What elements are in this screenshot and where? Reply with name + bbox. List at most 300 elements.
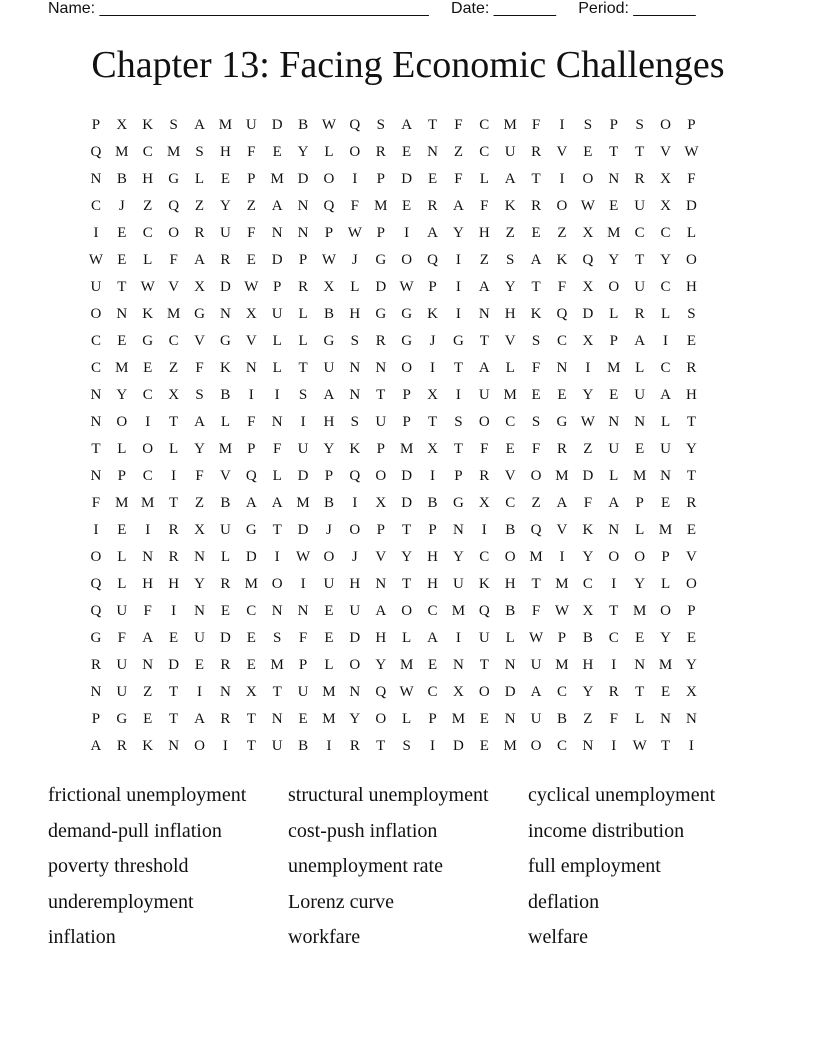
- grid-letter: L: [635, 711, 645, 727]
- grid-letter: I: [430, 738, 436, 754]
- grid-letter: D: [297, 522, 309, 538]
- grid-letter: X: [582, 603, 594, 619]
- grid-letter: R: [479, 468, 490, 484]
- grid-letter: P: [661, 549, 670, 565]
- grid-letter: M: [270, 657, 284, 673]
- grid-row: [83, 706, 704, 733]
- grid-letter: T: [686, 468, 697, 484]
- grid-letter: L: [272, 360, 282, 376]
- grid-letter: L: [143, 252, 153, 268]
- grid-letter: E: [117, 252, 127, 268]
- grid-letter: I: [455, 387, 461, 403]
- grid-letter: C: [90, 360, 101, 376]
- grid-letter: S: [195, 144, 204, 160]
- grid-letter: L: [220, 414, 230, 430]
- grid-letter: C: [582, 576, 593, 592]
- grid-letter: E: [686, 333, 697, 349]
- header-fields: Name: _____________________________________ Date: _______ Period: _______: [48, 0, 696, 17]
- grid-letter: H: [686, 387, 697, 403]
- grid-letter: I: [559, 549, 565, 565]
- grid-letter: R: [686, 495, 697, 511]
- grid-letter: W: [321, 117, 337, 133]
- grid-letter: A: [271, 495, 283, 511]
- grid-letter: W: [321, 252, 337, 268]
- grid-letter: X: [660, 198, 671, 214]
- grid-letter: D: [219, 279, 231, 295]
- grid-letter: N: [349, 684, 361, 700]
- grid-letter: T: [376, 738, 386, 754]
- grid-letter: R: [220, 657, 231, 673]
- grid-letter: U: [634, 279, 646, 295]
- grid-letter: R: [634, 306, 645, 322]
- grid-letter: J: [429, 333, 436, 349]
- grid-letter: D: [168, 657, 180, 673]
- grid-letter: X: [194, 522, 205, 538]
- grid-letter: Q: [375, 684, 387, 700]
- grid-letter: O: [90, 549, 102, 565]
- grid-letter: E: [246, 657, 256, 673]
- grid-letter: N: [478, 306, 490, 322]
- grid-letter: G: [219, 333, 231, 349]
- grid-letter: P: [324, 468, 334, 484]
- grid-letter: U: [634, 387, 646, 403]
- grid-letter: Y: [608, 252, 620, 268]
- grid-row: [83, 355, 704, 382]
- grid-row: [83, 598, 704, 625]
- grid-letter: N: [349, 387, 361, 403]
- grid-letter: Q: [90, 576, 102, 592]
- grid-letter: I: [559, 171, 565, 187]
- grid-letter: O: [349, 522, 361, 538]
- grid-letter: T: [402, 576, 412, 592]
- grid-letter: H: [504, 306, 516, 322]
- grid-letter: A: [634, 333, 646, 349]
- grid-letter: C: [427, 684, 438, 700]
- grid-letter: N: [90, 387, 102, 403]
- grid-letter: R: [531, 198, 542, 214]
- grid-letter: E: [505, 441, 515, 457]
- grid-letter: Y: [660, 630, 671, 646]
- word-list-item: poverty threshold: [48, 855, 189, 878]
- grid-letter: P: [428, 522, 437, 538]
- word-search-grid: [83, 112, 704, 760]
- grid-letter: B: [582, 630, 593, 646]
- grid-letter: H: [478, 225, 490, 241]
- grid-letter: I: [326, 738, 332, 754]
- grid-letter: C: [505, 414, 516, 430]
- grid-letter: A: [142, 630, 154, 646]
- grid-letter: N: [582, 738, 594, 754]
- grid-letter: P: [376, 441, 385, 457]
- grid-letter: U: [297, 441, 309, 457]
- word-list-item: deflation: [528, 890, 600, 913]
- grid-letter: P: [428, 711, 437, 727]
- grid-letter: O: [323, 171, 335, 187]
- grid-letter: B: [298, 117, 309, 133]
- grid-letter: E: [531, 225, 541, 241]
- grid-letter: R: [116, 738, 127, 754]
- grid-letter: C: [142, 387, 153, 403]
- grid-row: [83, 247, 704, 274]
- grid-row: [83, 733, 704, 760]
- grid-letter: T: [531, 576, 541, 592]
- grid-letter: U: [634, 198, 646, 214]
- grid-letter: O: [401, 360, 413, 376]
- grid-letter: R: [556, 441, 567, 457]
- word-list-row: [48, 779, 788, 815]
- grid-letter: S: [298, 387, 308, 403]
- grid-letter: T: [246, 711, 256, 727]
- grid-letter: F: [687, 171, 696, 187]
- grid-letter: N: [297, 198, 309, 214]
- grid-letter: U: [271, 738, 283, 754]
- grid-letter: A: [194, 711, 205, 727]
- grid-letter: H: [323, 414, 335, 430]
- grid-letter: L: [117, 576, 127, 592]
- grid-letter: L: [609, 306, 619, 322]
- grid-letter: W: [529, 630, 544, 646]
- grid-letter: F: [531, 360, 541, 376]
- grid-letter: Y: [582, 684, 594, 700]
- grid-letter: K: [427, 306, 438, 322]
- grid-letter: T: [686, 414, 697, 430]
- grid-letter: E: [220, 603, 230, 619]
- grid-letter: I: [145, 414, 151, 430]
- grid-letter: A: [427, 225, 438, 241]
- grid-letter: U: [245, 117, 257, 133]
- grid-letter: M: [503, 387, 517, 403]
- grid-letter: Y: [401, 549, 413, 565]
- grid-letter: I: [559, 117, 565, 133]
- grid-letter: Y: [634, 576, 646, 592]
- grid-letter: N: [504, 657, 516, 673]
- grid-letter: B: [505, 603, 516, 619]
- grid-letter: J: [351, 252, 358, 268]
- grid-letter: P: [376, 522, 385, 538]
- grid-letter: O: [478, 414, 490, 430]
- grid-row: [83, 490, 704, 517]
- grid-letter: C: [608, 630, 619, 646]
- grid-letter: S: [531, 333, 541, 349]
- grid-letter: Q: [90, 603, 102, 619]
- grid-row: [83, 409, 704, 436]
- grid-letter: V: [556, 144, 568, 160]
- grid-letter: R: [375, 144, 386, 160]
- grid-letter: E: [402, 144, 412, 160]
- grid-letter: P: [609, 333, 618, 349]
- grid-letter: E: [143, 711, 153, 727]
- grid-letter: Z: [143, 198, 153, 214]
- grid-letter: I: [430, 360, 436, 376]
- grid-letter: W: [684, 144, 699, 160]
- grid-letter: U: [90, 279, 102, 295]
- grid-letter: I: [300, 414, 306, 430]
- grid-letter: O: [478, 684, 490, 700]
- grid-letter: N: [660, 711, 671, 727]
- grid-letter: R: [168, 522, 179, 538]
- grid-letter: M: [399, 657, 414, 673]
- grid-letter: M: [451, 711, 466, 727]
- grid-letter: A: [530, 684, 542, 700]
- grid-row: [83, 517, 704, 544]
- grid-letter: H: [504, 576, 516, 592]
- grid-letter: N: [452, 657, 464, 673]
- grid-letter: M: [322, 711, 336, 727]
- grid-letter: I: [585, 360, 591, 376]
- word-list-item: cost-push inflation: [288, 819, 438, 842]
- grid-letter: N: [90, 414, 102, 430]
- grid-letter: C: [660, 279, 671, 295]
- grid-letter: I: [248, 387, 254, 403]
- grid-letter: T: [427, 414, 438, 430]
- grid-letter: S: [454, 414, 463, 430]
- grid-letter: G: [142, 333, 154, 349]
- grid-letter: V: [556, 522, 568, 538]
- grid-letter: X: [686, 684, 697, 700]
- grid-letter: Y: [686, 441, 697, 457]
- grid-letter: U: [116, 657, 128, 673]
- grid-letter: N: [116, 306, 128, 322]
- grid-letter: K: [530, 306, 542, 322]
- grid-letter: L: [686, 225, 697, 241]
- grid-letter: U: [608, 441, 620, 457]
- grid-letter: Y: [375, 657, 387, 673]
- word-list-item: demand-pull inflation: [48, 819, 222, 842]
- grid-letter: R: [531, 144, 542, 160]
- word-list-item: full employment: [528, 855, 661, 878]
- grid-letter: S: [350, 414, 360, 430]
- word-list-item: Lorenz curve: [288, 890, 395, 913]
- grid-letter: U: [116, 603, 128, 619]
- grid-letter: T: [453, 441, 463, 457]
- grid-letter: Y: [452, 225, 464, 241]
- grid-letter: Q: [478, 603, 490, 619]
- grid-letter: E: [117, 225, 127, 241]
- grid-letter: F: [480, 198, 489, 214]
- grid-letter: V: [660, 144, 671, 160]
- grid-letter: R: [90, 657, 101, 673]
- grid-letter: Z: [479, 252, 489, 268]
- grid-letter: L: [350, 279, 360, 295]
- grid-letter: E: [298, 711, 308, 727]
- grid-letter: N: [219, 684, 231, 700]
- grid-letter: L: [194, 171, 205, 187]
- grid-letter: O: [194, 738, 205, 754]
- grid-letter: F: [480, 441, 489, 457]
- grid-letter: P: [298, 657, 308, 673]
- grid-letter: W: [399, 279, 414, 295]
- grid-letter: G: [452, 495, 464, 511]
- grid-letter: D: [297, 468, 309, 484]
- grid-letter: T: [272, 684, 282, 700]
- grid-letter: E: [402, 198, 412, 214]
- grid-letter: W: [554, 603, 570, 619]
- grid-letter: C: [427, 603, 438, 619]
- grid-letter: D: [504, 684, 516, 700]
- grid-letter: S: [506, 252, 515, 268]
- grid-letter: N: [504, 711, 516, 727]
- grid-letter: I: [274, 549, 280, 565]
- grid-letter: W: [244, 279, 259, 295]
- grid-letter: H: [375, 630, 387, 646]
- grid-row: [83, 274, 704, 301]
- grid-letter: A: [427, 630, 438, 646]
- grid-letter: E: [609, 198, 619, 214]
- grid-letter: L: [635, 360, 645, 376]
- word-list-row: [48, 815, 788, 851]
- grid-letter: Q: [349, 117, 361, 133]
- grid-letter: E: [479, 738, 489, 754]
- grid-letter: D: [219, 630, 231, 646]
- grid-letter: Z: [583, 441, 593, 457]
- grid-letter: Z: [505, 225, 515, 241]
- grid-letter: S: [402, 738, 411, 754]
- grid-letter: K: [478, 576, 490, 592]
- grid-row: [83, 139, 704, 166]
- grid-letter: I: [197, 684, 202, 700]
- grid-letter: O: [375, 711, 387, 727]
- grid-letter: O: [582, 171, 594, 187]
- grid-letter: N: [271, 711, 283, 727]
- grid-letter: F: [273, 441, 282, 457]
- grid-letter: I: [300, 576, 306, 592]
- grid-letter: X: [427, 441, 438, 457]
- grid-letter: M: [503, 117, 517, 133]
- grid-letter: H: [219, 144, 231, 160]
- grid-letter: J: [351, 549, 358, 565]
- grid-letter: E: [635, 441, 645, 457]
- grid-letter: M: [555, 657, 569, 673]
- grid-letter: M: [451, 603, 466, 619]
- grid-letter: N: [608, 171, 620, 187]
- grid-letter: C: [142, 225, 153, 241]
- grid-letter: U: [323, 576, 335, 592]
- grid-letter: M: [244, 576, 258, 592]
- grid-letter: O: [686, 576, 697, 592]
- grid-letter: M: [218, 117, 233, 133]
- grid-letter: T: [117, 279, 127, 295]
- grid-letter: E: [272, 144, 282, 160]
- grid-letter: U: [504, 144, 516, 160]
- word-list-item: cyclical unemployment: [528, 784, 716, 806]
- grid-letter: P: [273, 279, 282, 295]
- grid-letter: U: [375, 414, 387, 430]
- grid-letter: D: [582, 468, 594, 484]
- grid-letter: C: [634, 225, 645, 241]
- grid-letter: N: [142, 549, 154, 565]
- grid-letter: E: [660, 684, 671, 700]
- grid-letter: H: [686, 279, 697, 295]
- word-list-item: frictional unemployment: [48, 784, 247, 806]
- word-list-item: income distribution: [528, 819, 685, 842]
- grid-letter: O: [349, 657, 361, 673]
- grid-letter: I: [611, 738, 617, 754]
- grid-letter: E: [531, 387, 541, 403]
- grid-letter: M: [218, 441, 233, 457]
- grid-letter: I: [171, 468, 177, 484]
- grid-letter: R: [608, 684, 619, 700]
- grid-letter: G: [375, 252, 387, 268]
- grid-letter: C: [168, 333, 179, 349]
- grid-letter: M: [607, 360, 621, 376]
- grid-letter: P: [247, 171, 256, 187]
- grid-letter: I: [93, 225, 99, 241]
- grid-letter: U: [349, 603, 361, 619]
- grid-letter: H: [582, 657, 594, 673]
- grid-letter: U: [271, 306, 283, 322]
- grid-letter: Q: [168, 198, 180, 214]
- grid-letter: O: [608, 279, 620, 295]
- grid-letter: A: [608, 495, 620, 511]
- grid-letter: G: [323, 333, 335, 349]
- grid-letter: U: [219, 522, 231, 538]
- grid-letter: L: [402, 711, 412, 727]
- grid-letter: L: [402, 630, 412, 646]
- grid-letter: O: [634, 549, 646, 565]
- grid-letter: I: [430, 468, 436, 484]
- grid-letter: T: [169, 711, 179, 727]
- grid-letter: M: [632, 468, 647, 484]
- grid-letter: A: [401, 117, 413, 133]
- grid-letter: W: [140, 279, 155, 295]
- grid-letter: E: [427, 657, 438, 673]
- grid-letter: P: [324, 225, 334, 241]
- grid-letter: N: [375, 360, 387, 376]
- grid-letter: O: [530, 738, 542, 754]
- grid-letter: F: [298, 630, 308, 646]
- grid-letter: R: [349, 738, 360, 754]
- grid-letter: I: [352, 171, 358, 187]
- grid-letter: F: [117, 630, 126, 646]
- grid-letter: L: [298, 333, 308, 349]
- grid-letter: J: [326, 522, 332, 538]
- grid-letter: R: [194, 225, 205, 241]
- grid-letter: A: [452, 198, 464, 214]
- grid-letter: Q: [245, 468, 257, 484]
- grid-letter: L: [324, 657, 334, 673]
- grid-letter: G: [245, 522, 257, 538]
- grid-letter: Z: [194, 495, 205, 511]
- grid-letter: Y: [582, 549, 594, 565]
- grid-letter: G: [168, 171, 180, 187]
- grid-letter: E: [583, 144, 593, 160]
- grid-letter: Z: [143, 684, 153, 700]
- grid-letter: F: [91, 495, 101, 511]
- grid-letter: O: [401, 603, 413, 619]
- grid-letter: L: [117, 549, 127, 565]
- grid-letter: A: [194, 252, 205, 268]
- grid-letter: X: [245, 306, 257, 322]
- grid-letter: M: [115, 495, 129, 511]
- grid-row: [83, 436, 704, 463]
- grid-letter: I: [455, 306, 461, 322]
- grid-letter: E: [324, 630, 334, 646]
- grid-letter: N: [194, 603, 205, 619]
- grid-letter: A: [478, 279, 490, 295]
- grid-letter: X: [452, 684, 464, 700]
- grid-letter: T: [91, 441, 101, 457]
- grid-letter: Y: [323, 441, 335, 457]
- grid-letter: M: [115, 360, 129, 376]
- grid-letter: C: [142, 144, 153, 160]
- grid-letter: N: [168, 738, 180, 754]
- grid-letter: U: [452, 576, 464, 592]
- grid-letter: P: [454, 468, 463, 484]
- grid-letter: P: [402, 414, 411, 430]
- word-list-item: inflation: [48, 926, 116, 949]
- grid-row: [83, 382, 704, 409]
- grid-letter: A: [271, 198, 283, 214]
